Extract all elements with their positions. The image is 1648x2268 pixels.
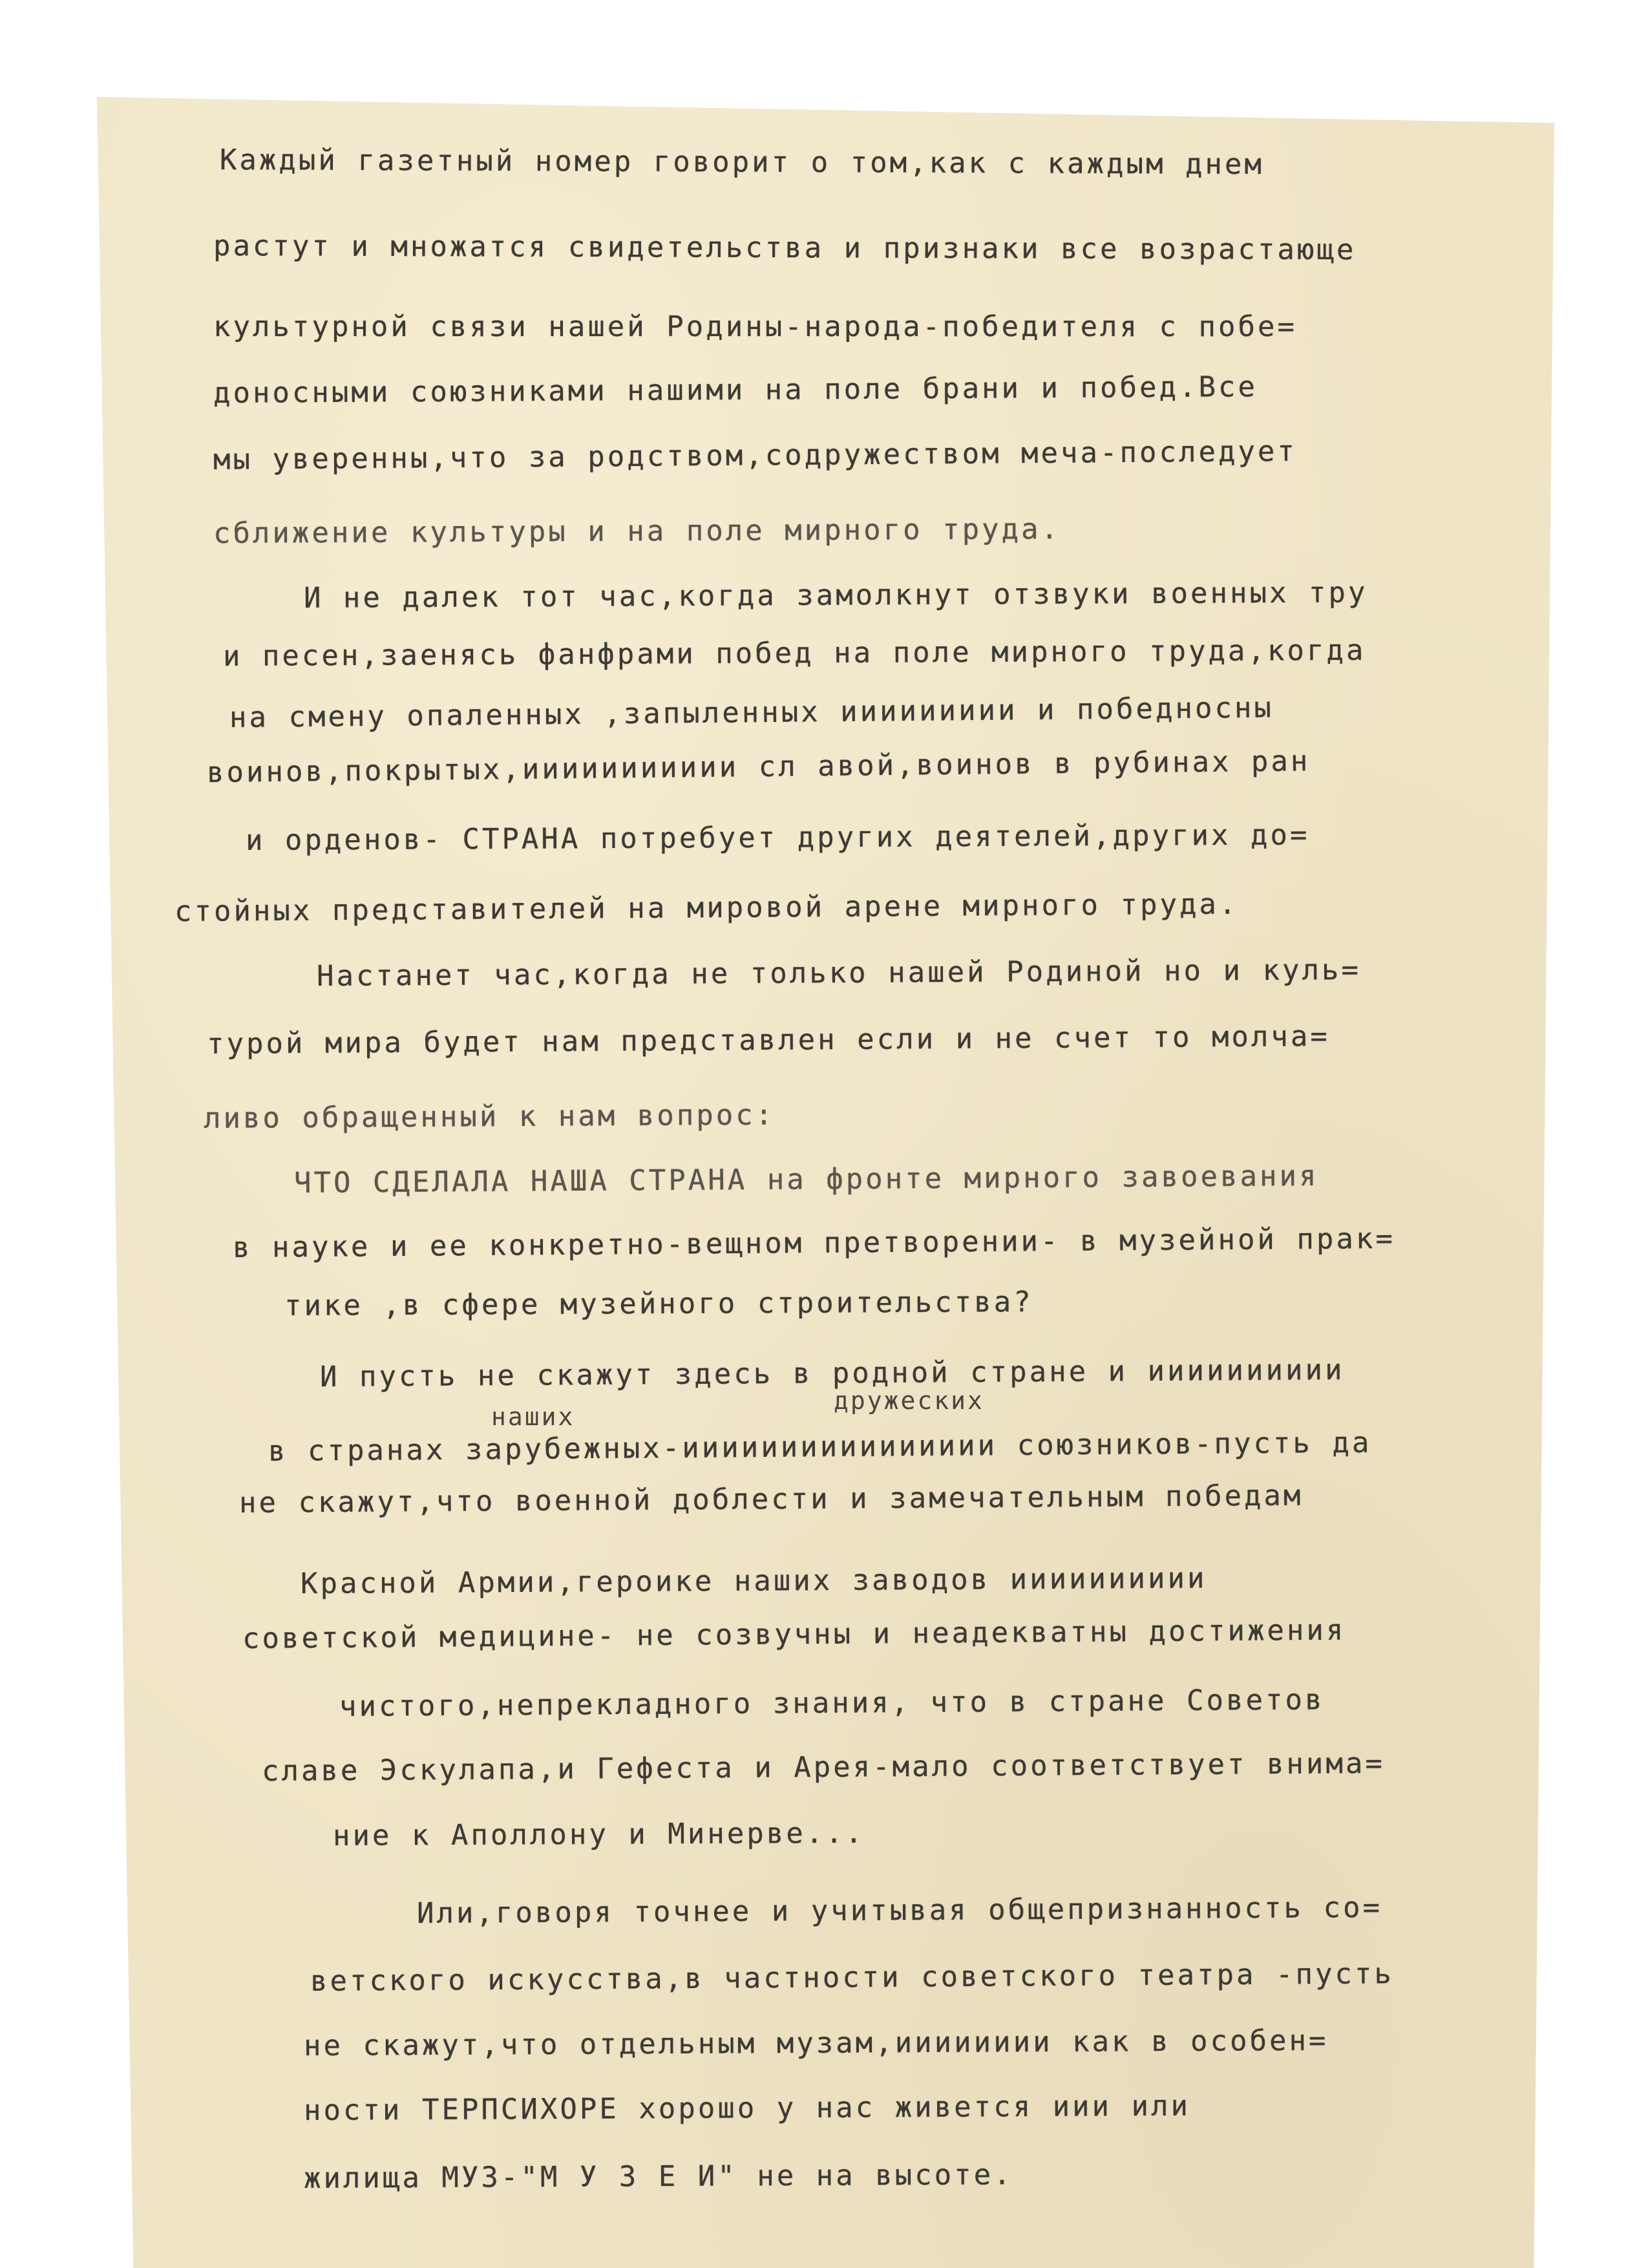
text-line-15: ливо обращенный к нам вопрос:: [203, 1098, 776, 1135]
text-line-31: жилища МУЗ-"М У З Е И" не на высоте.: [303, 2158, 1013, 2195]
text-line-28: ветского искусства,в частности советского театра -пусть: [310, 1957, 1395, 1998]
text-line-25: славе Эскулапа,и Гефеста и Арея-мало соответствует внима=: [261, 1746, 1386, 1788]
text-line-1: Каждый газетный номер говорит о том,как с каждым днем: [219, 143, 1265, 182]
text-line-5: мы уверенны,что за родством,содружеством меча-последует: [213, 434, 1298, 476]
text-line-8: и песен,заенясь фанфрами побед на поле мирного труда,когда: [222, 633, 1366, 673]
text-line-29: не скажут,что отдельным музам,ииииииии как в особен=: [303, 2024, 1329, 2062]
text-line-18: тике ,в сфере музейного строительства?: [284, 1285, 1033, 1322]
text-line-24: чистого,непрекладного знания, что в стране Советов: [339, 1683, 1325, 1723]
text-line-7: И не далек тот час,когда замолкнут отзвуки военных тру: [303, 576, 1368, 615]
text-line-26: ние к Аполлону и Минерве...: [332, 1816, 865, 1852]
text-line-17: в науке и ее конкретно-вещном претворении- в музейной прак=: [232, 1222, 1396, 1264]
insert-above-line-20-a: наших: [491, 1403, 575, 1431]
text-line-13: Настанет час,когда не только нашей Родиной но и куль=: [316, 953, 1362, 993]
text-line-19: И пусть не скажут здесь в родной стране и ииииииииии: [319, 1353, 1345, 1394]
text-line-10: воинов,покрытых,иииииииииии сл авой,воинов в рубинах ран: [206, 745, 1311, 789]
text-line-21: не скажут,что военной доблести и замечательным победам: [238, 1479, 1304, 1520]
text-line-6: сближение культуры и на поле мирного труда.: [213, 513, 1061, 550]
text-line-9: на смену опаленных ,запыленных иииииииии и победносны: [229, 691, 1274, 734]
text-line-3: культурной связи нашей Родины-народа-победителя с побе=: [213, 310, 1297, 343]
text-line-2: растут и множатся свидетельства и признаки все возрастающе: [213, 229, 1357, 267]
text-line-30: ности ТЕРПСИХОРЕ хорошо у нас живется иии или: [303, 2089, 1191, 2127]
text-line-14: турой мира будет нам представлен если и не счет то молча=: [206, 1019, 1331, 1061]
text-line-16: ЧТО СДЕЛАЛА НАША СТРАНА на фронте мирного завоевания: [293, 1159, 1319, 1200]
insert-above-line-20-b: дружеских: [834, 1386, 984, 1415]
text-line-27: Или,говоря точнее и учитывая общепризнанность со=: [416, 1891, 1383, 1930]
text-line-11: и орденов- СТРАНА потребует других деятелей,других до=: [245, 818, 1310, 857]
text-line-4: доносными союзниками нашими на поле брани и побед.Все: [213, 370, 1258, 410]
text-line-12: стойных представителей на мировой арене мирного труда.: [174, 887, 1239, 928]
text-line-20: в странах зарубежных-ииииииииииииииии союзников-пусть да: [268, 1426, 1372, 1468]
text-line-22: Красной Армии,героике наших заводов ииииииииии: [300, 1562, 1207, 1600]
text-line-23: советской медицине- не созвучны и неадекватны достижения: [242, 1613, 1346, 1655]
